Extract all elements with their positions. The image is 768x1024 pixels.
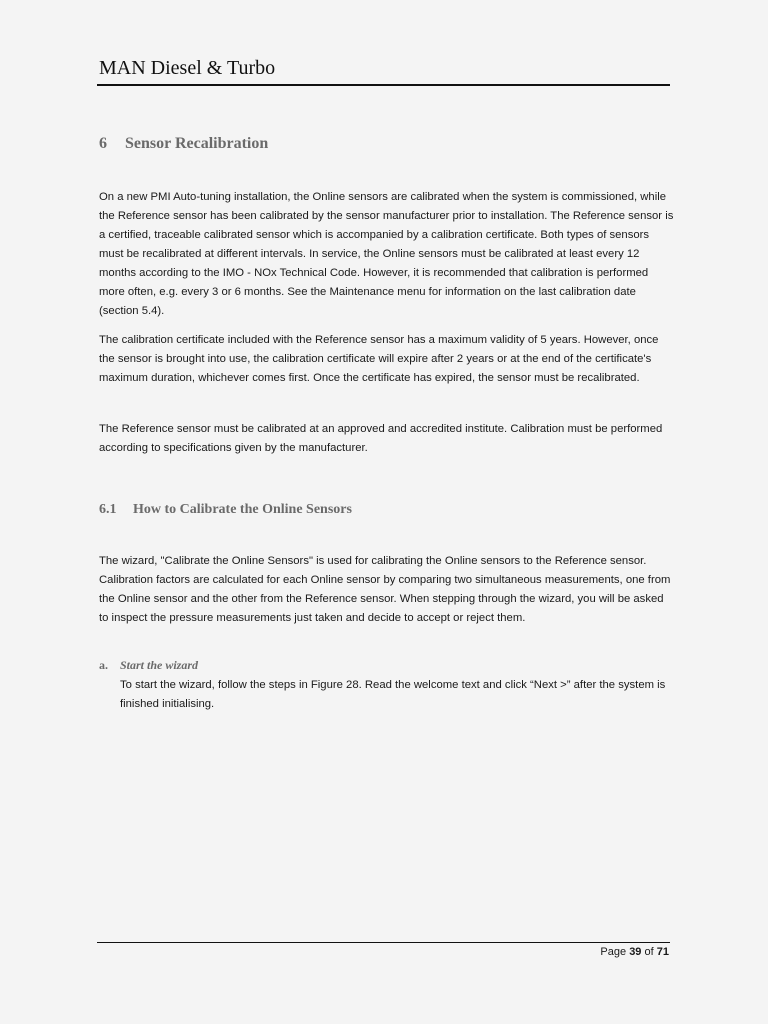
subsection-heading bbox=[99, 502, 352, 518]
section-paragraph-2: The calibration certificate included with the Reference sensor has a maximum validity of 5 years. However, once the sensor is brought into use, the calibration certificate will expire after 2 years or at the end of the certificate's maximum duration, whichever comes first. Once the certificate has expired, the sensor must be recalibrated. bbox=[99, 334, 659, 384]
subsection-paragraph: The wizard, "Calibrate the Online Sensors" is used for calibrating the Online sensors to the Reference sensor. Calibration factors are calculated for each Online sensor by comparing two simultaneous measurements, one from the Online sensor and the other from the Reference sensor. When stepping through the wizard, you will be asked to inspect the pressure measurements just taken and decide to accept or reject them. bbox=[99, 555, 671, 624]
header-rule bbox=[97, 84, 670, 86]
of-label: of bbox=[644, 946, 654, 958]
step-marker: a. bbox=[99, 658, 108, 672]
page-footer bbox=[600, 946, 669, 958]
step-title: Start the wizard bbox=[120, 658, 199, 672]
header-title: MAN Diesel & Turbo bbox=[99, 57, 276, 79]
page-total: 71 bbox=[656, 946, 669, 958]
section-heading bbox=[99, 135, 268, 153]
page-number: 39 bbox=[629, 946, 642, 958]
subsection-title: How to Calibrate the Online Sensors bbox=[133, 502, 352, 517]
page-label: Page bbox=[600, 946, 627, 958]
section-title: Sensor Recalibration bbox=[125, 135, 269, 152]
section-paragraph-1: On a new PMI Auto-tuning installation, the Online sensors are calibrated when the system is commissioned, while the Reference sensor has been calibrated by the sensor manufacturer prior to installation. The Reference sensor is a certified, traceable calibrated sensor which is accompanied by a calibration certificate. Both types of sensors must be recalibrated at different intervals. In service, the Online sensors must be calibrated at least every 12 months according to the IMO - NOx Technical Code. However, it is recommended that calibration is performed more often, e.g. every 3 or 6 months. See the Maintenance menu for information on the last calibration date (section 5.4). bbox=[99, 191, 674, 317]
section-paragraph-3: The Reference sensor must be calibrated at an approved and accredited institute. Calibration must be performed according to specifications given by the manufacturer. bbox=[99, 423, 663, 454]
step-body: To start the wizard, follow the steps in Figure 28. Read the welcome text and click “Next >” after the system is finished initialising. bbox=[120, 679, 666, 710]
section-number: 6 bbox=[99, 135, 107, 152]
subsection-number: 6.1 bbox=[99, 502, 117, 517]
footer-rule bbox=[97, 942, 670, 943]
